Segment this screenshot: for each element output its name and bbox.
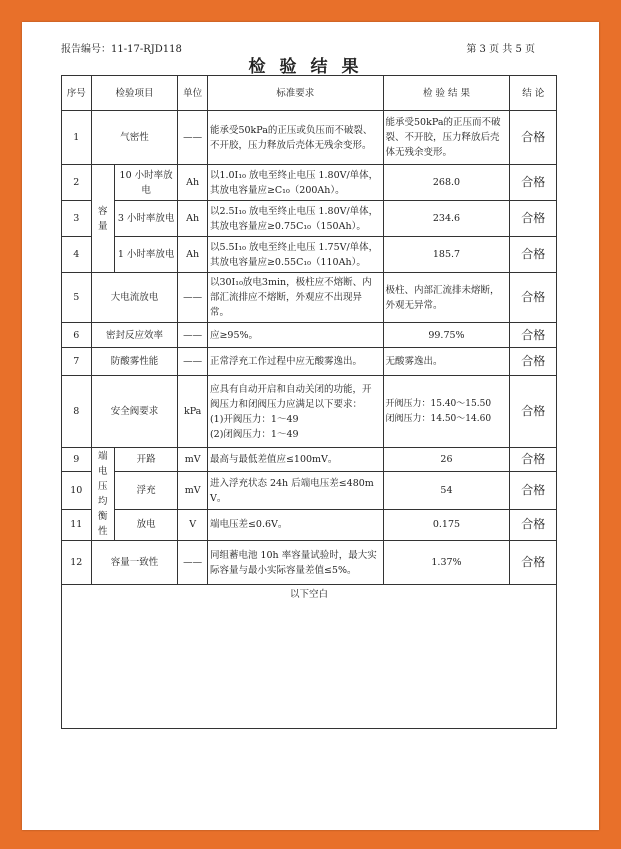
table-row bbox=[62, 237, 557, 273]
table-row bbox=[62, 201, 557, 237]
cell-result bbox=[383, 376, 510, 448]
table-row bbox=[62, 472, 557, 510]
cell-item: 3 小时率放电 bbox=[114, 201, 177, 237]
cell-result: 0.175 bbox=[383, 509, 510, 540]
cell-req: 以5.5I₁₀ 放电至终止电压 1.75V/单体，其放电容量应≥0.55C₁₀（110Ah）。 bbox=[207, 237, 383, 273]
cell-result: 无酸雾逸出。 bbox=[383, 348, 510, 376]
cell-item: 1 小时率放电 bbox=[114, 237, 177, 273]
cell-item: 开路 bbox=[114, 448, 177, 472]
cell-unit: Ah bbox=[178, 165, 208, 201]
cell-req: 正常浮充工作过程中应无酸雾逸出。 bbox=[207, 348, 383, 376]
cell-item: 防酸雾性能 bbox=[91, 348, 178, 376]
table-row bbox=[62, 448, 557, 472]
cell-conclusion: 合格 bbox=[510, 201, 557, 237]
cell-req: 应≥95%。 bbox=[207, 323, 383, 348]
cell-unit: V bbox=[178, 509, 208, 540]
cell-seq: 9 bbox=[62, 448, 92, 472]
table-row bbox=[62, 509, 557, 540]
table-row bbox=[62, 348, 557, 376]
cell-unit: —— bbox=[178, 348, 208, 376]
col-header-result: 检 验 结 果 bbox=[383, 76, 510, 111]
cell-item: 10 小时率放电 bbox=[114, 165, 177, 201]
cell-seq: 4 bbox=[62, 237, 92, 273]
cell-unit: mV bbox=[178, 472, 208, 510]
cell-conclusion: 合格 bbox=[510, 448, 557, 472]
cell-seq: 7 bbox=[62, 348, 92, 376]
table-row bbox=[62, 376, 557, 448]
cell-result: 54 bbox=[383, 472, 510, 510]
cell-unit: Ah bbox=[178, 237, 208, 273]
table-row bbox=[62, 323, 557, 348]
cell-seq: 5 bbox=[62, 273, 92, 323]
col-header-item: 检验项目 bbox=[91, 76, 178, 111]
cell-conclusion: 合格 bbox=[510, 509, 557, 540]
cell-unit: —— bbox=[178, 273, 208, 323]
cell-group-capacity: 容量 bbox=[91, 165, 114, 273]
page-title: 检验结果 bbox=[248, 57, 373, 77]
cell-seq: 3 bbox=[62, 201, 92, 237]
cell-result: 能承受50kPa的正压而不破裂、不开胶，压力释放后壳体无残余变形。 bbox=[383, 111, 510, 165]
cell-req: 同组蓄电池 10h 率容量试验时，最大实际容量与最小实际容量差值≤5%。 bbox=[207, 541, 383, 585]
col-header-seq: 序号 bbox=[62, 76, 92, 111]
cell-conclusion: 合格 bbox=[510, 111, 557, 165]
cell-result: 1.37% bbox=[383, 541, 510, 585]
cell-req: 能承受50kPa的正压或负压而不破裂、不开胶，压力释放后壳体无残余变形。 bbox=[207, 111, 383, 165]
cell-req bbox=[207, 376, 383, 448]
result-line: 开阀压力：15.40～15.50 bbox=[385, 398, 492, 409]
cell-req: 以1.0I₁₀ 放电至终止电压 1.80V/单体，其放电容量应≥C₁₀（200Ah）。 bbox=[207, 165, 383, 201]
table-header-row bbox=[62, 76, 557, 111]
cell-result: 234.6 bbox=[383, 201, 510, 237]
col-header-req: 标准要求 bbox=[207, 76, 383, 111]
cell-result: 26 bbox=[383, 448, 510, 472]
cell-unit: —— bbox=[178, 541, 208, 585]
col-header-conclusion: 结 论 bbox=[510, 76, 557, 111]
cell-req: 端电压差≤0.6V。 bbox=[207, 509, 383, 540]
cell-seq: 1 bbox=[62, 111, 92, 165]
cell-seq: 12 bbox=[62, 541, 92, 585]
cell-result: 99.75% bbox=[383, 323, 510, 348]
cell-seq: 8 bbox=[62, 376, 92, 448]
cell-conclusion: 合格 bbox=[510, 472, 557, 510]
cell-seq: 2 bbox=[62, 165, 92, 201]
col-header-unit: 单位 bbox=[178, 76, 208, 111]
cell-seq: 10 bbox=[62, 472, 92, 510]
cell-conclusion: 合格 bbox=[510, 323, 557, 348]
cell-conclusion: 合格 bbox=[510, 541, 557, 585]
table-row bbox=[62, 111, 557, 165]
cell-item: 安全阀要求 bbox=[91, 376, 178, 448]
cell-req: 以2.5I₁₀ 放电至终止电压 1.80V/单体，其放电容量应≥0.75C₁₀（150Ah）。 bbox=[207, 201, 383, 237]
cell-result: 极柱、内部汇流排未熔断，外观无异常。 bbox=[383, 273, 510, 323]
cell-item: 大电流放电 bbox=[91, 273, 178, 323]
req-line: (2)闭阀压力：1～49 bbox=[209, 428, 299, 440]
cell-conclusion: 合格 bbox=[510, 376, 557, 448]
cell-item: 气密性 bbox=[91, 111, 178, 165]
cell-result: 268.0 bbox=[383, 165, 510, 201]
cell-group-voltage-balance: 端电压均衡性 bbox=[91, 448, 114, 541]
cell-req: 进入浮充状态 24h 后端电压差≤480mV。 bbox=[207, 472, 383, 510]
end-note: 以下空白 bbox=[62, 585, 557, 729]
cell-item: 放电 bbox=[114, 509, 177, 540]
results-table bbox=[61, 75, 557, 729]
cell-seq: 11 bbox=[62, 509, 92, 540]
cell-conclusion: 合格 bbox=[510, 273, 557, 323]
report-number: 报告编号：11-17-RJD118 bbox=[61, 44, 182, 55]
result-line: 闭阀压力：14.50～14.60 bbox=[385, 413, 492, 424]
cell-unit: —— bbox=[178, 111, 208, 165]
cell-seq: 6 bbox=[62, 323, 92, 348]
cell-item: 浮充 bbox=[114, 472, 177, 510]
page-info: 第 3 页 共 5 页 bbox=[466, 44, 535, 55]
cell-item: 容量一致性 bbox=[91, 541, 178, 585]
cell-item: 密封反应效率 bbox=[91, 323, 178, 348]
cell-conclusion: 合格 bbox=[510, 348, 557, 376]
req-line: (1)开阀压力：1～49 bbox=[209, 413, 299, 425]
cell-unit: kPa bbox=[178, 376, 208, 448]
cell-unit: —— bbox=[178, 323, 208, 348]
cell-unit: mV bbox=[178, 448, 208, 472]
req-line: 应具有自动开启和自动关闭的功能，开阀压力和闭阀压力应满足以下要求： bbox=[209, 383, 372, 410]
cell-conclusion: 合格 bbox=[510, 237, 557, 273]
table-row bbox=[62, 273, 557, 323]
cell-unit: Ah bbox=[178, 201, 208, 237]
cell-req: 以30I₁₀放电3min，极柱应不熔断、内部汇流排应不熔断，外观应不出现异常。 bbox=[207, 273, 383, 323]
cell-conclusion: 合格 bbox=[510, 165, 557, 201]
cell-req: 最高与最低差值应≤100mV。 bbox=[207, 448, 383, 472]
blank-row bbox=[62, 585, 557, 729]
table-row bbox=[62, 541, 557, 585]
cell-result: 185.7 bbox=[383, 237, 510, 273]
table-row bbox=[62, 165, 557, 201]
